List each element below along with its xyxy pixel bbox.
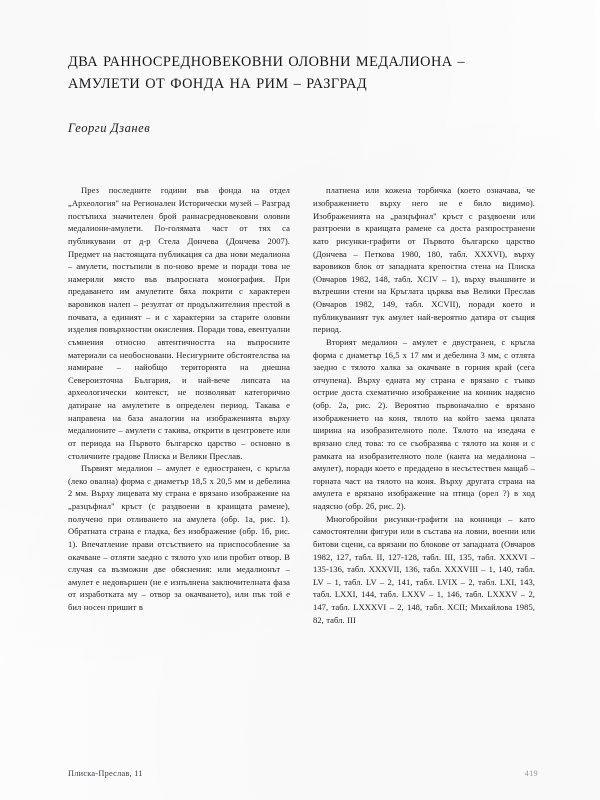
paragraph: През последните години във фонда на отдел „Археология" на Регионален Исторически музей – Разград постъпиха значителен брой раннасредновековни оловни медалиони-амулети. По-голямата част от тях са публикувани от д-р Стела Дончева (Дончева 2007). Предмет на настоящата публикация са два нови медалиона – амулети, постъпили в по-ново време и поради това не намерили място във въпросната монография. При предаването им амулетите бяха покрити с характерен варовиков налеп – резултат от продължителния престой в почвата, а единият – и с характерни за старите оловни изделия повърхностни окисления. Поради това, евентуални съмнения относно автентичността на въпросните материали са необосновани. Несигурните обстоятелства на намиране – найобщо територията на днешна Североизточна България, и най-вече липсата на археологически контекст, не позволяват категорично датиране на амулетите в определен период. Такава е направена на база аналогии на изображенията върху медалионите – амулети с такива, открити в центровете или от периода на Първото българско царство – основно в столичните градове Плиска и Велики Преслав. [68,185,290,461]
paragraph: платнена или кожена торбичка (което означава, че изображението върху него не е било видимо). Изображенията на „разцъфнал" кръст с раздвоени или разтроени в краищата рамене са доста разпространени като рисунки-графити от Първото българско царство (Дончева – Петкова 1980, 180, табл. XXXVI), върху варовиков блок от западната крепостна стена на Плиска (Овчаров 1982, 148, табл. XCIV – 1), върху външните и вътрешни стени на Кръглата църква във Велики Преслав (Овчаров 1982, 149, табл. XCVII), поради което и публикуваният тук амулет най-вероятно датира от същия период. [313,185,535,335]
body-columns [68,184,534,626]
title-line-1: ДВА РАННОСРЕДНОВЕКОВНИ ОЛОВНИ МЕДАЛИОНА – [68,54,466,70]
page-title [68,52,534,95]
paragraph: Първият медалион – амулет е едностранен, с кръгла (леко овална) форма с диаметър 18,5 х 20,5 мм и дебелина 2 мм. Върху лицевата му страна е врязано изображение на „разцъфнал" кръст (с раздвоени в краищата рамене), получено при отливането на амулета (обр. 1а, рис. 1). Обратната страна е гладка, без изображение (обр. 1б, рис. 1). Впечатление прави отсъствието на приспособление за окачване – отляти заедно с тялото ухо или пробит отвор. В случая са възможни две обяснения: или медалионът – амулет е недовършен (не е изпълнена заключителната фаза от изработката му – отвор за окачването), или пък той е бил носен пришит в [68,463,290,613]
paragraph: Вторият медалион – амулет е двустранен, с кръгла форма с диаметър 16,5 х 17 мм и дебелина 3 мм, с отлята заедно с тялото халка за окачване в горния край (сега отчупена). Върху едната му страна е врязано с тънко острие доста схематично изображение на конник надясно (обр. 2а, рис. 2). Вероятно първоначално е врязано изображението на коня, тялото на който заема цялата ширина на изобразителното поле. Тялото на изедача е врязано след това: то се съобразява с тялото на коня и с рамката на изобразителното поле (канта на медалиона – амулет), поради което е предадено в несъстествен мащаб – горната част на тялото на коня. Върху другата страна на амулета е врязано изображение на птица (орел ?) в ход надясно (обр. 2б, рис. 2). [313,336,535,512]
page-number: 419 [524,769,538,778]
column-right [313,184,535,626]
author-name: Георги Дзанев [68,121,151,136]
page-content [68,52,534,626]
page-footer [68,769,538,778]
title-line-2: АМУЛЕТИ ОТ ФОНДА НА РИМ – РАЗГРАД [68,75,368,92]
paragraph: Многобройни рисунки-графити на конници – като самостоятелни фигури или в състава на ловни, военни или битови сцени, са врязани по блокове от западната (Овчаров 1982, 127, табл. II, 127-128, табл. III, 135, табл. XXXVI – 135-136, табл. XXXVII, 136, табл. XXXVIII – 1, 140, табл. LV – 1, табл. LV – 2, 141, табл. LVIX – 2, табл. LXI, 143, табл. LXXI, 144, табл. LXXV – 1, 146, табл. LXXXV – 2, 147, табл. LXXXVI – 2, 148, табл. XCII; Михайлова 1985, 82, табл. III [313,513,535,625]
column-left [68,184,290,613]
footer-journal-title: Плиска-Преслав, 11 [68,769,143,778]
